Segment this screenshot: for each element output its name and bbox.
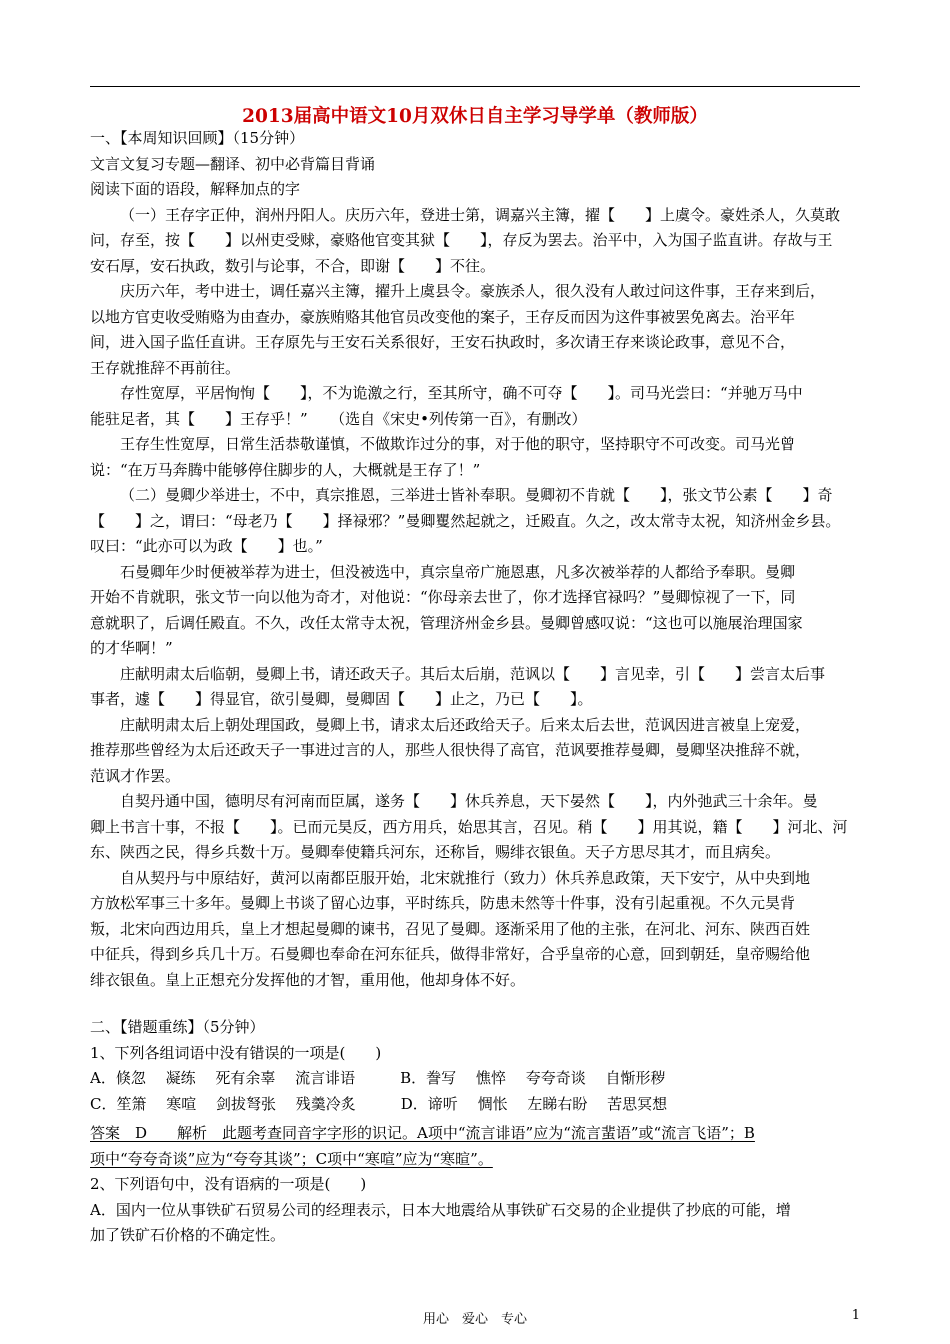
header-rule [90, 86, 860, 87]
text-line: 中征兵，得到乡兵几十万。石曼卿也奉命在河东征兵，做得非常好，合乎皇帝的心意，回到朝廷，皇帝赐给他 [90, 945, 811, 963]
text-line: 安石厚，安石执政，数引与论事，不合，即谢【 】不往。 [90, 256, 496, 275]
text-line: 石曼卿年少时便被举荐为进士，但没被选中，真宗皇帝广施恩惠，凡多次被举荐的人都给予奉职。曼卿 [120, 562, 796, 581]
text-line: 王存生性宽厚，日常生活恭敬谨慎，不做欺诈过分的事，对于他的职守，坚持职守不可改变。司马光曾 [120, 435, 796, 453]
text-line: 绯衣银鱼。皇上正想充分发挥他的才智，重用他，他却身体不好。 [90, 970, 526, 989]
text-line: 推荐那些曾经为太后还政天子一事进过言的人，那些人很快得了高官，范讽要推荐曼卿，曼卿坚决推辞不就， [90, 741, 811, 759]
text-line: 庆历六年，考中进士，调任嘉兴主簿，擢升上虞县令。豪族杀人，很久没有人敢过问这件事，王存来到后， [120, 282, 826, 300]
text-line: 方放松军事三十多年。曼卿上书谈了留心边事，平时练兵，防患未然等十件事，没有引起重视。不久元昊背 [90, 894, 796, 912]
text-line: 自契丹通中国，德明尽有河南而臣属，遂务【 】休兵养息，天下晏然【 】，内外弛武三十余年。曼 [120, 792, 818, 810]
text-line: A．倏忽 凝练 死有余辜 流言诽语 B．誊写 憔悴 夸夸奇谈 自惭形秽 [90, 1069, 666, 1087]
text-line: 答案 D 解析 此题考查同音字字形的识记。A项中“流言诽语”应为“流言蜚语”或“流言飞语”；B [90, 1124, 755, 1142]
text-line: 项中“夸夸奇谈”应为“夸夸其谈”；C项中“寒喧”应为“寒暄”。 [90, 1149, 493, 1168]
text-line: 二、【错题重练】（5分钟） [90, 1018, 265, 1036]
text-line: 以地方官吏收受贿赂为由查办，豪族贿赂其他官员改变他的案子，王存反而因为这件事被罢免离去。治平年 [90, 307, 796, 326]
text-line: 1、下列各组词语中没有错误的一项是( ) [90, 1043, 382, 1062]
text-line: 意就职了，后调任殿直。不久，改任太常寺太祝，管理济州金乡县。曼卿曾感叹说：“这也可以施展治理国家 [90, 613, 803, 632]
text-line: 2、下列语句中，没有语病的一项是( ) [90, 1175, 367, 1193]
text-line: 事者，遽【 】得显官，欲引曼卿，曼卿固【 】止之，乃已【 】。 [90, 690, 593, 708]
text-line: 说：“在万马奔腾中能够停住脚步的人，大概就是王存了！” [90, 460, 481, 479]
text-line: （二）曼卿少举进士，不中，真宗推恩，三举进士皆补奉职。曼卿初不肯就【 】，张文节公素【 】奇 [120, 486, 833, 504]
blank-line [90, 993, 860, 1015]
text-line: 【 】之，谓曰：“母老乃【 】择禄邪？”曼卿矍然起就之，迁殿直。久之，改太常寺太祝，知济州金乡县。 [90, 511, 841, 530]
text-line: 叹曰：“此亦可以为政【 】也。” [90, 537, 323, 555]
text-line: 一、【本周知识回顾】（15分钟） [90, 129, 305, 147]
text-line: 阅读下面的语段，解释加点的字 [90, 180, 301, 198]
document-title: 2013届高中语文10月双休日自主学习导学单（教师版） [242, 106, 708, 127]
text-line: 能驻足者，其【 】王存乎！” （选自《宋史•列传第一百》，有删改） [90, 409, 587, 428]
page-number: 1 [851, 1308, 860, 1323]
text-line: 卿上书言十事，不报【 】。已而元昊反，西方用兵，始思其言，召见。稍【 】用其说，籍【 】河北、河 [90, 817, 848, 836]
text-line: 自从契丹与中原结好，黄河以南都臣服开始，北宋就推行（致力）休兵养息政策，天下安宁，从中央到地 [120, 868, 811, 887]
text-line: 东、陕西之民，得乡兵数十万。曼卿奉使籍兵河东，还称旨，赐绯衣银鱼。天子方思尽其才，而且病矣。 [90, 843, 781, 861]
document-body [90, 126, 860, 1249]
text-line: 庄献明肃太后上朝处理国政，曼卿上书，请求太后还政给天子。后来太后去世，范讽因进言被皇上宠爱， [120, 715, 811, 734]
text-line: 存性宽厚，平居恂恂【 】，不为诡激之行，至其所守，确不可夺【 】。司马光尝曰：“并驰万马中 [120, 384, 803, 402]
text-line: 范讽才作罢。 [90, 766, 181, 785]
footer-slogan: 用心 爱心 专心 [422, 1312, 527, 1327]
text-line: A．国内一位从事铁矿石贸易公司的经理表示，日本大地震给从事铁矿石交易的企业提供了抄底的可能，增 [90, 1200, 791, 1219]
text-line: 问，存至，按【 】以州吏受赇，豪赂他官变其狱【 】，存反为罢去。治平中，入为国子监直讲。存故与王 [90, 231, 833, 249]
text-line: 叛，北宋向西边用兵，皇上才想起曼卿的谏书，召见了曼卿。逐渐采用了他的主张，在河北、河东、陕西百姓 [90, 919, 811, 938]
text-line: 的才华啊！” [90, 639, 173, 657]
text-line: 王存就推辞不再前往。 [90, 358, 241, 377]
text-line: 庄献明肃太后临朝，曼卿上书，请还政天子。其后太后崩，范讽以【 】言见幸，引【 】尝言太后事 [120, 664, 826, 683]
text-line: 加了铁矿石价格的不确定性。 [90, 1226, 286, 1244]
text-line: C．笙箫 寒喧 剑拔弩张 残羹冷炙 D．谛听 惆怅 左睇右盼 苦思冥想 [90, 1094, 668, 1113]
text-line: 间，进入国子监任直讲。王存原先与王安石关系很好，王安石执政时，多次请王存来谈论政事，意见不合， [90, 333, 796, 351]
text-line: 文言文复习专题—翻译、初中必背篇目背诵 [90, 154, 376, 173]
text-line: （一）王存字正仲，润州丹阳人。庆历六年，登进士第，调嘉兴主簿，擢【 】上虞令。豪姓杀人，久莫敢 [120, 205, 841, 224]
text-line: 开始不肯就职，张文节一向以他为奇才，对他说：“你母亲去世了，你才选择官禄吗？”曼卿惊视了一下，同 [90, 588, 796, 606]
